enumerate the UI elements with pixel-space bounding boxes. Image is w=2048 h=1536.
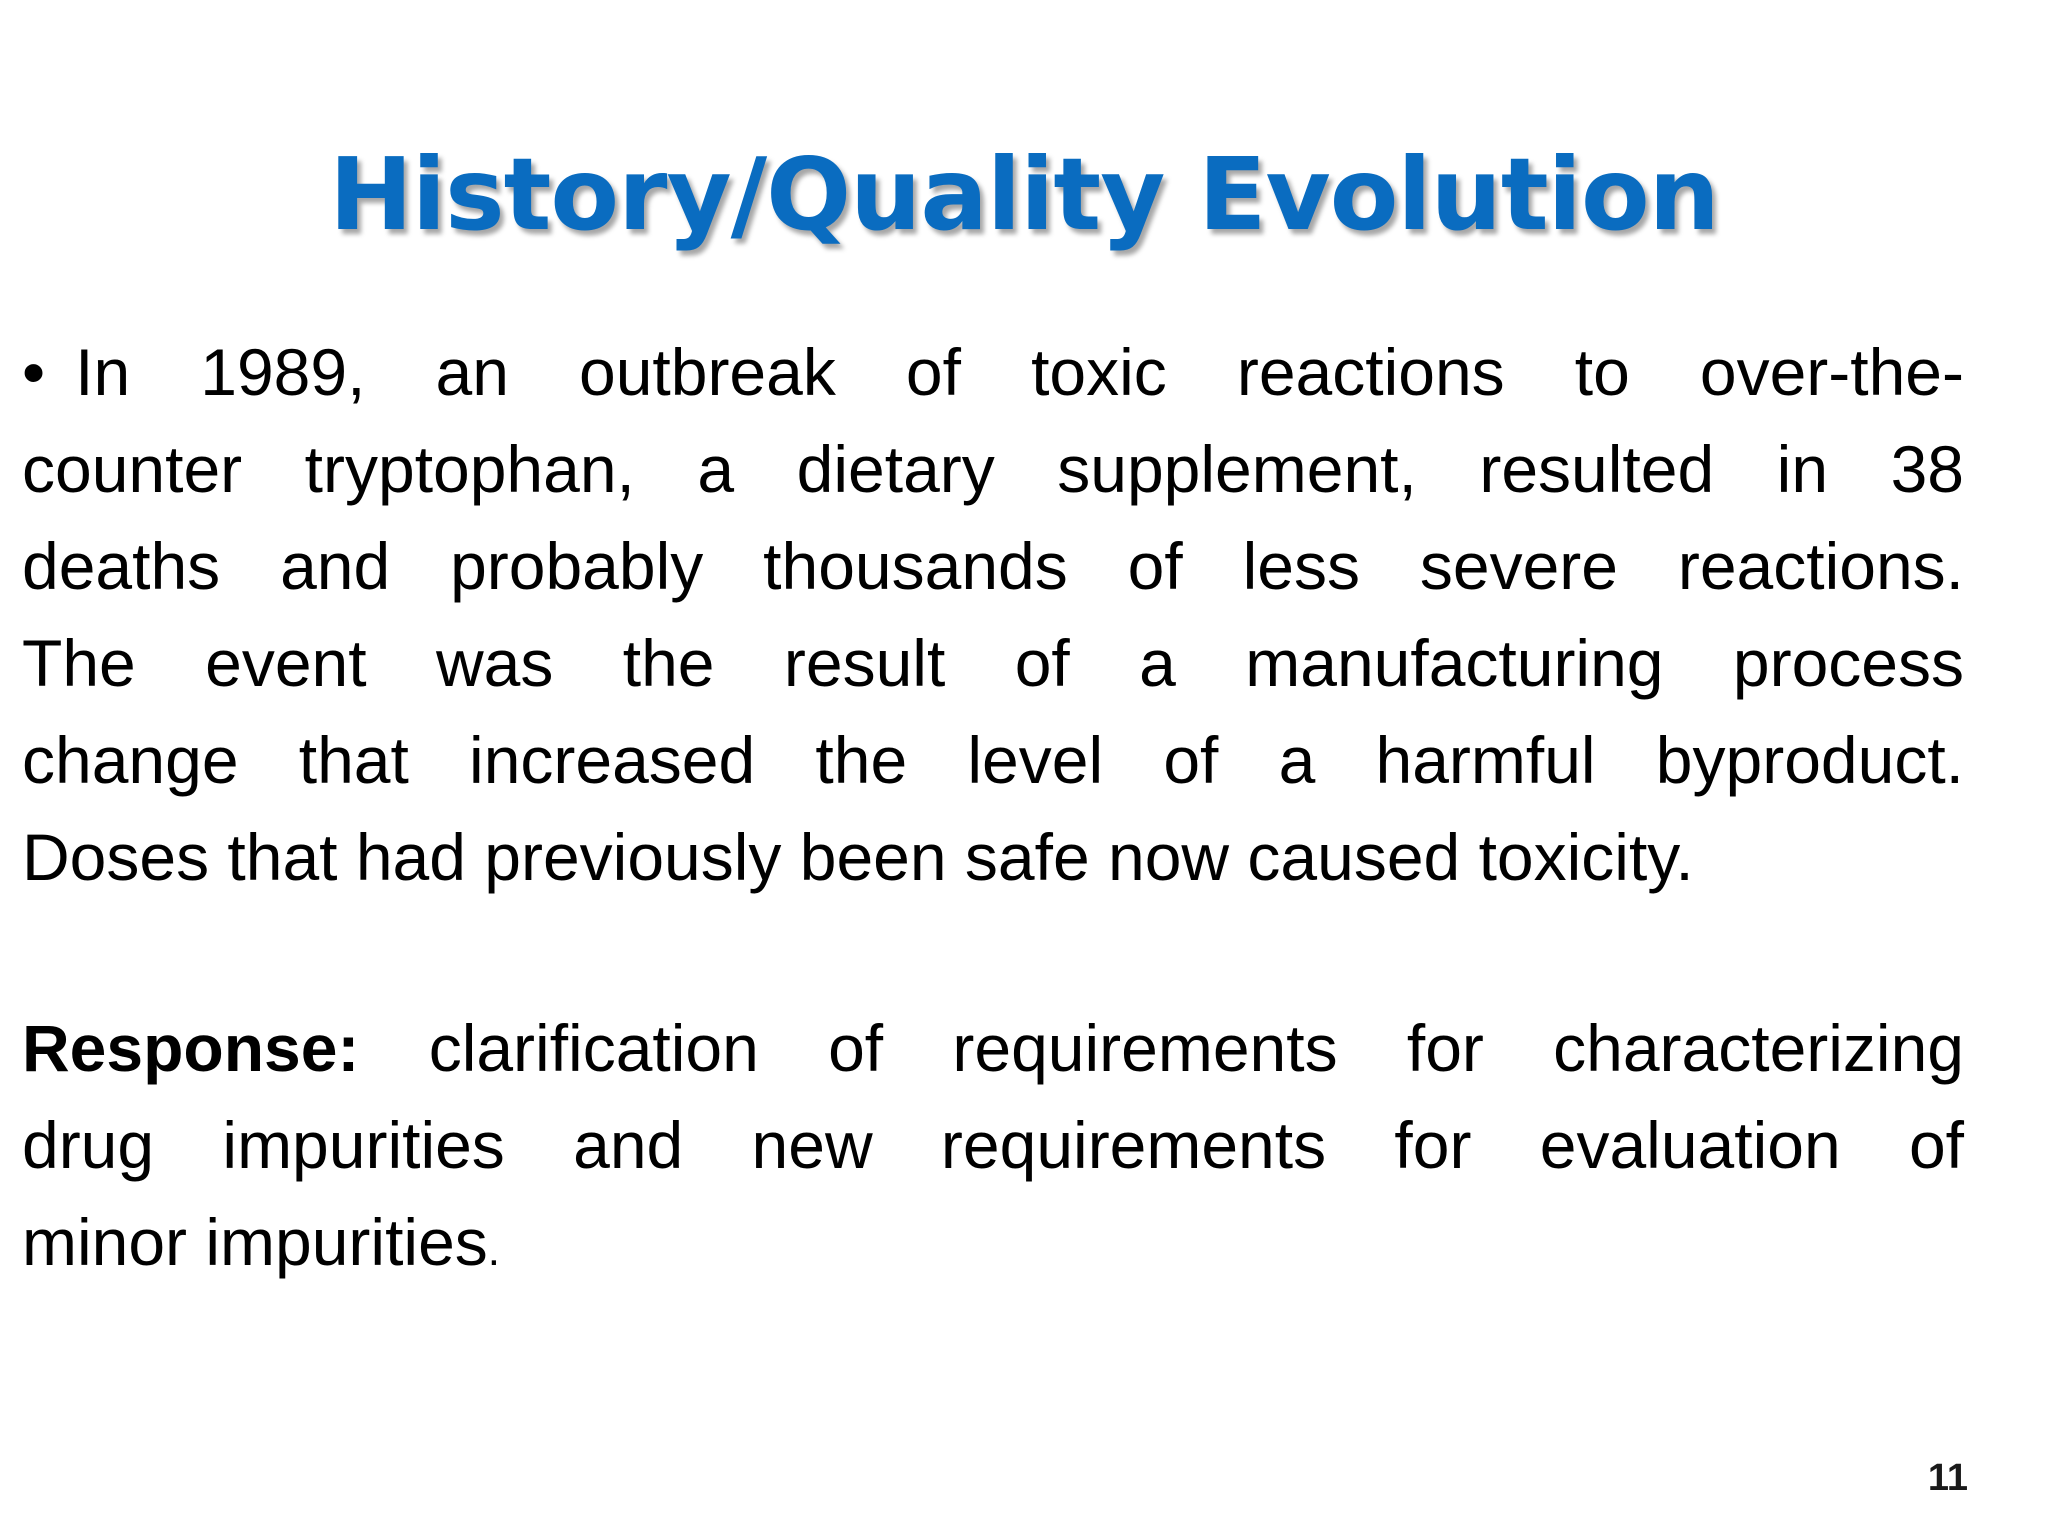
page-number: 11 <box>1927 1457 1968 1499</box>
response-paragraph <box>22 1000 1964 1299</box>
paragraph-line: The event was the result of a manufacturing process <box>22 626 1964 700</box>
bullet-paragraph <box>22 324 1964 906</box>
bullet-icon: • <box>22 335 46 409</box>
slide-title: History/Quality Evolution <box>329 136 1719 253</box>
paragraph-line <box>22 1000 1964 1097</box>
trailing-period: . <box>487 1226 501 1275</box>
paragraph-line: counter tryptophan, a dietary supplement, resulted in 38 <box>22 432 1964 506</box>
paragraph-line-text: In 1989, an outbreak of toxic reactions to over-the- <box>75 335 1964 409</box>
response-label: Response: <box>22 1011 360 1085</box>
paragraph-line: change that increased the level of a harmful byproduct. <box>22 723 1964 797</box>
paragraph-line-text: clarification of requirements for characterizing <box>359 1011 1964 1085</box>
paragraph-line: Doses that had previously been safe now caused toxicity. <box>22 820 1694 894</box>
paragraph-line: drug impurities and new requirements for evaluation of <box>22 1108 1964 1182</box>
paragraph-line-text: minor impurities <box>22 1205 488 1279</box>
paragraph-line <box>22 1194 1964 1299</box>
paragraph-line <box>22 324 1964 421</box>
paragraph-line: deaths and probably thousands of less severe reactions. <box>22 529 1964 603</box>
